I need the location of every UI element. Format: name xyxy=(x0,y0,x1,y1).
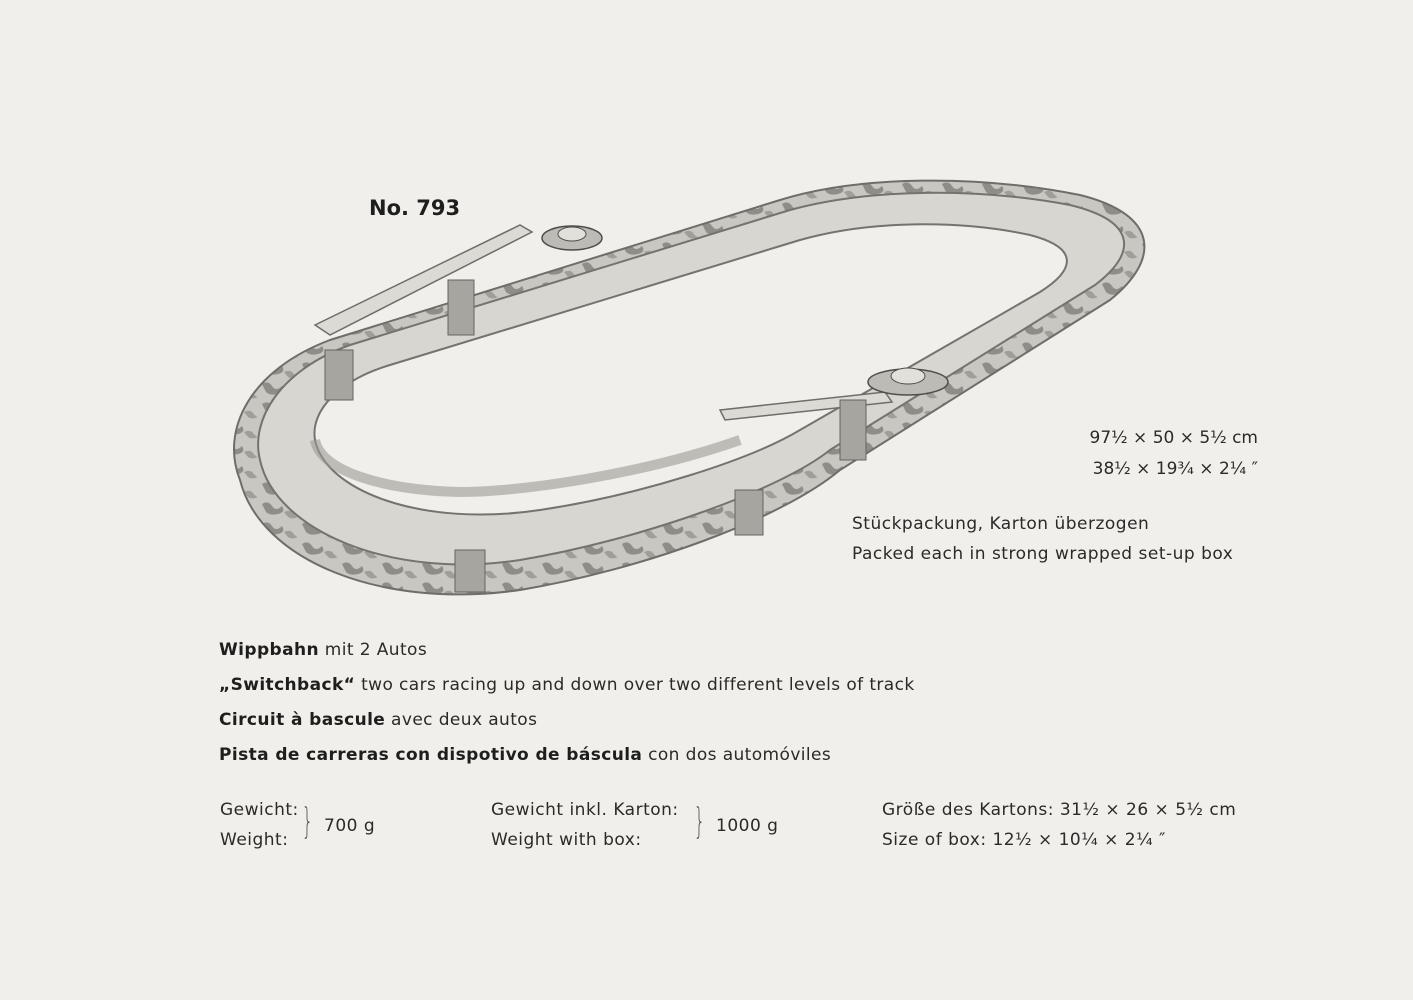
description-french-bold: Circuit à bascule xyxy=(219,710,386,730)
weight-label-german: Gewicht: xyxy=(220,800,299,820)
weight-with-box-label-english: Weight with box: xyxy=(491,830,642,850)
weight-with-box-label-german: Gewicht inkl. Karton: xyxy=(491,800,679,820)
weight-value: 700 g xyxy=(324,816,376,836)
description-spanish-bold: Pista de carreras con dispotivo de báscula xyxy=(219,745,643,765)
description-english-bold: „Switchback“ xyxy=(219,675,356,695)
description-french-rest: avec deux autos xyxy=(385,710,538,730)
weight-brace-icon: } xyxy=(301,801,314,842)
box-size-english: Size of box: 12½ × 10¼ × 2¼ ″ xyxy=(882,830,1166,850)
description-german-bold: Wippbahn xyxy=(219,640,319,660)
weight-with-box-brace-icon: } xyxy=(693,801,706,842)
box-size-german: Größe des Kartons: 31½ × 26 × 5½ cm xyxy=(882,800,1237,820)
weight-label-english: Weight: xyxy=(220,830,289,850)
dimensions-imperial: 38½ × 19¾ × 2¼ ″ xyxy=(1092,459,1258,479)
description-french xyxy=(219,710,537,730)
description-english-rest: two cars racing up and down over two different levels of track xyxy=(355,675,915,695)
description-english xyxy=(219,675,915,695)
description-german xyxy=(219,640,427,660)
packing-german: Stückpackung, Karton überzogen xyxy=(852,514,1150,534)
weight-with-box-value: 1000 g xyxy=(716,816,779,836)
description-spanish-rest: con dos automóviles xyxy=(642,745,832,765)
packing-english: Packed each in strong wrapped set-up box xyxy=(852,544,1234,564)
dimensions-metric: 97½ × 50 × 5½ cm xyxy=(1089,428,1258,448)
description-spanish xyxy=(219,745,831,765)
model-number: No. 793 xyxy=(369,196,461,220)
description-german-rest: mit 2 Autos xyxy=(318,640,428,660)
switchback-track-illustration xyxy=(220,140,1160,610)
